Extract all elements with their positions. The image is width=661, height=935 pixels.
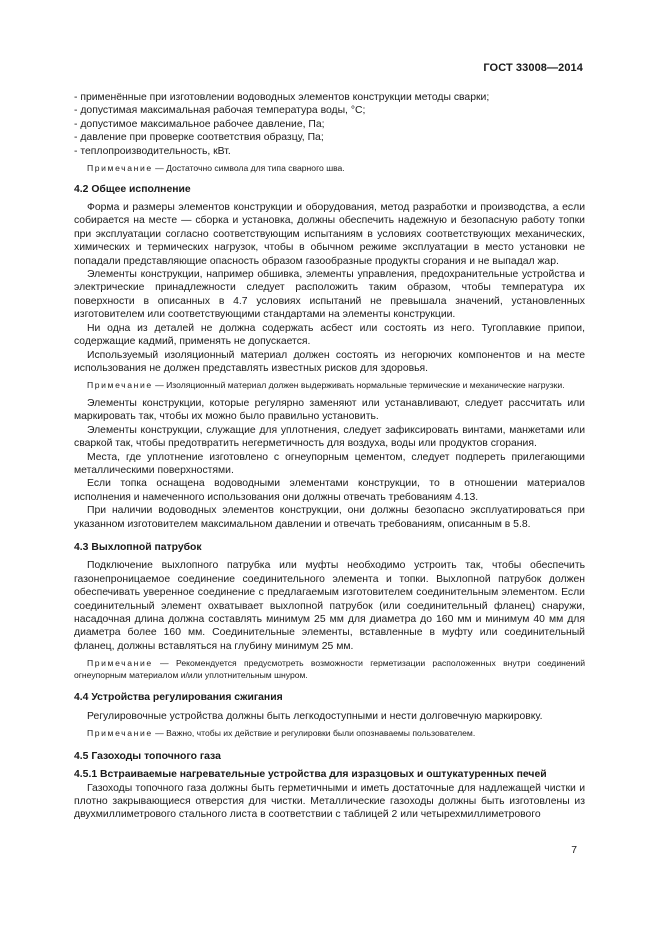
- page-number: 7: [571, 845, 577, 856]
- list-item: - теплопроизводительность, кВт.: [74, 145, 231, 157]
- list-item: - допустимое максимальное рабочее давление, Па;: [74, 118, 325, 130]
- note-text: — Важно, чтобы их действие и регулировки были опознаваемы пользователем.: [152, 728, 476, 739]
- paragraph: Используемый изоляционный материал должен состоять из негорючих компонентов и на месте использования не должен представлять известных рисков для здоровья.: [74, 349, 585, 374]
- parameter-list: [74, 91, 585, 158]
- list-item: - допустимая максимальная рабочая температура воды, °С;: [74, 105, 366, 117]
- note: [74, 728, 585, 740]
- note-label: Примечание: [87, 163, 153, 174]
- list-item: - давление при проверке соответствия образцу, Па;: [74, 132, 324, 144]
- paragraph: Если топка оснащена водоводными элементами конструкции, то в отношении материалов исполнения и намеченного использования они должны отвечать требованиям 4.13.: [74, 478, 585, 503]
- note-text: — Достаточно символа для типа сварного шва.: [152, 163, 345, 174]
- paragraph: Элементы конструкции, которые регулярно заменяют или устанавливают, следует рассчитать или маркировать так, чтобы их можно было правильно установить.: [74, 397, 585, 423]
- list-item: - применённые при изготовлении водоводных элементов конструкции методы сварки;: [74, 92, 490, 103]
- note-text: — Изоляционный материал должен выдерживать нормальные термические и механические нагрузки.: [152, 380, 565, 391]
- note: [74, 380, 585, 392]
- subsection-heading-4-5-1: 4.5.1 Встраиваемые нагревательные устройства для изразцовых и оштукатуренных печей: [74, 769, 547, 781]
- paragraph: При наличии водоводных элементов конструкции, они должны безопасно эксплуатироваться при указанном изготовителем максимальном давлении и отвечать требованиям, описанным в 5.8.: [74, 505, 585, 530]
- section-heading-4-2: 4.2 Общее исполнение: [74, 183, 191, 195]
- paragraph: Элементы конструкции, служащие для уплотнения, следует зафиксировать винтами, манжетами или сваркой так, чтобы предотвратить негерметичность для воздуха, воды или продуктов сгорания.: [74, 424, 585, 450]
- paragraph: Элементы конструкции, например обшивка, элементы управления, предохранительные устройства и электрические принадлежности следует расположить таким образом, чтобы температура их поверхности в описанных в 4.7 условиях испытаний не превышала значений, установленных изготовителем или соответствующими стандартами на элементы конструкции.: [74, 269, 585, 321]
- note-label: Примечание: [87, 728, 153, 739]
- section-heading-4-4: 4.4 Устройства регулирования сжигания: [74, 692, 283, 704]
- paragraph: Места, где уплотнение изготовлено с огнеупорным цементом, следует подпереть прилегающими металлическими поверхностями.: [74, 451, 585, 476]
- note-text: — Рекомендуется предусмотреть возможности герметизации расположенных внутри соединений огнеупорным материалом и/или уплотнительным шнуром.: [74, 658, 585, 680]
- note: [74, 658, 585, 681]
- document-code: ГОСТ 33008—2014: [483, 62, 583, 74]
- note-label: Примечание: [87, 658, 153, 669]
- paragraph: Регулировочные устройства должны быть легкодоступными и нести долговечную маркировку.: [87, 710, 543, 722]
- paragraph: Форма и размеры элементов конструкции и оборудования, метод разработки и производства, а если собирается на месте — сборка и установка, должны обеспечить надежную и безопасную работу топки при эксплуатации согласно соответствующим испытаниям в условиях соответствующих механических, химических и термических нагрузок, чтобы в обычном режиме эксплуатации в место установки не попадали представляющие опасность образом газообразные продукты сгорания и не выпадал жар.: [74, 202, 585, 267]
- section-heading-4-5: 4.5 Газоходы топочного газа: [74, 750, 221, 762]
- paragraph: Ни одна из деталей не должна содержать асбест или состоять из него. Тугоплавкие припои, содержащие кадмий, применять не допускается.: [74, 322, 585, 348]
- note: [74, 163, 585, 175]
- paragraph: Подключение выхлопного патрубка или муфты необходимо устроить так, чтобы обеспечить газонепроницаемое соединение соединительного элемента и топки. Выхлопной патрубок должен обеспечивать уверенное соединение с предлагаемым изготовителем соединительным элементом. Если соединительный элемент охватывает выхлопной патрубок (или соединительный фланец) снаружи, насадочная длина должна составлять минимум 25 мм для диаметра до 160 мм и минимум 40 мм для диаметра более 160 мм. Соединительные элементы, вставленные в муфту или соединительный фланец, должны вставляться на глубину минимум 25 мм.: [74, 560, 585, 652]
- paragraph: Газоходы топочного газа должны быть герметичными и иметь достаточные для надлежащей чистки и плотно закрывающиеся отверстия для чистки. Металлические газоходы должны быть изготовлены из двухмиллиметрового стального листа в соответствии с таблицей 2 или четырехмиллиметрового: [74, 782, 585, 821]
- section-heading-4-3: 4.3 Выхлопной патрубок: [74, 541, 202, 553]
- page-body: [74, 91, 585, 822]
- note-label: Примечание: [87, 380, 153, 391]
